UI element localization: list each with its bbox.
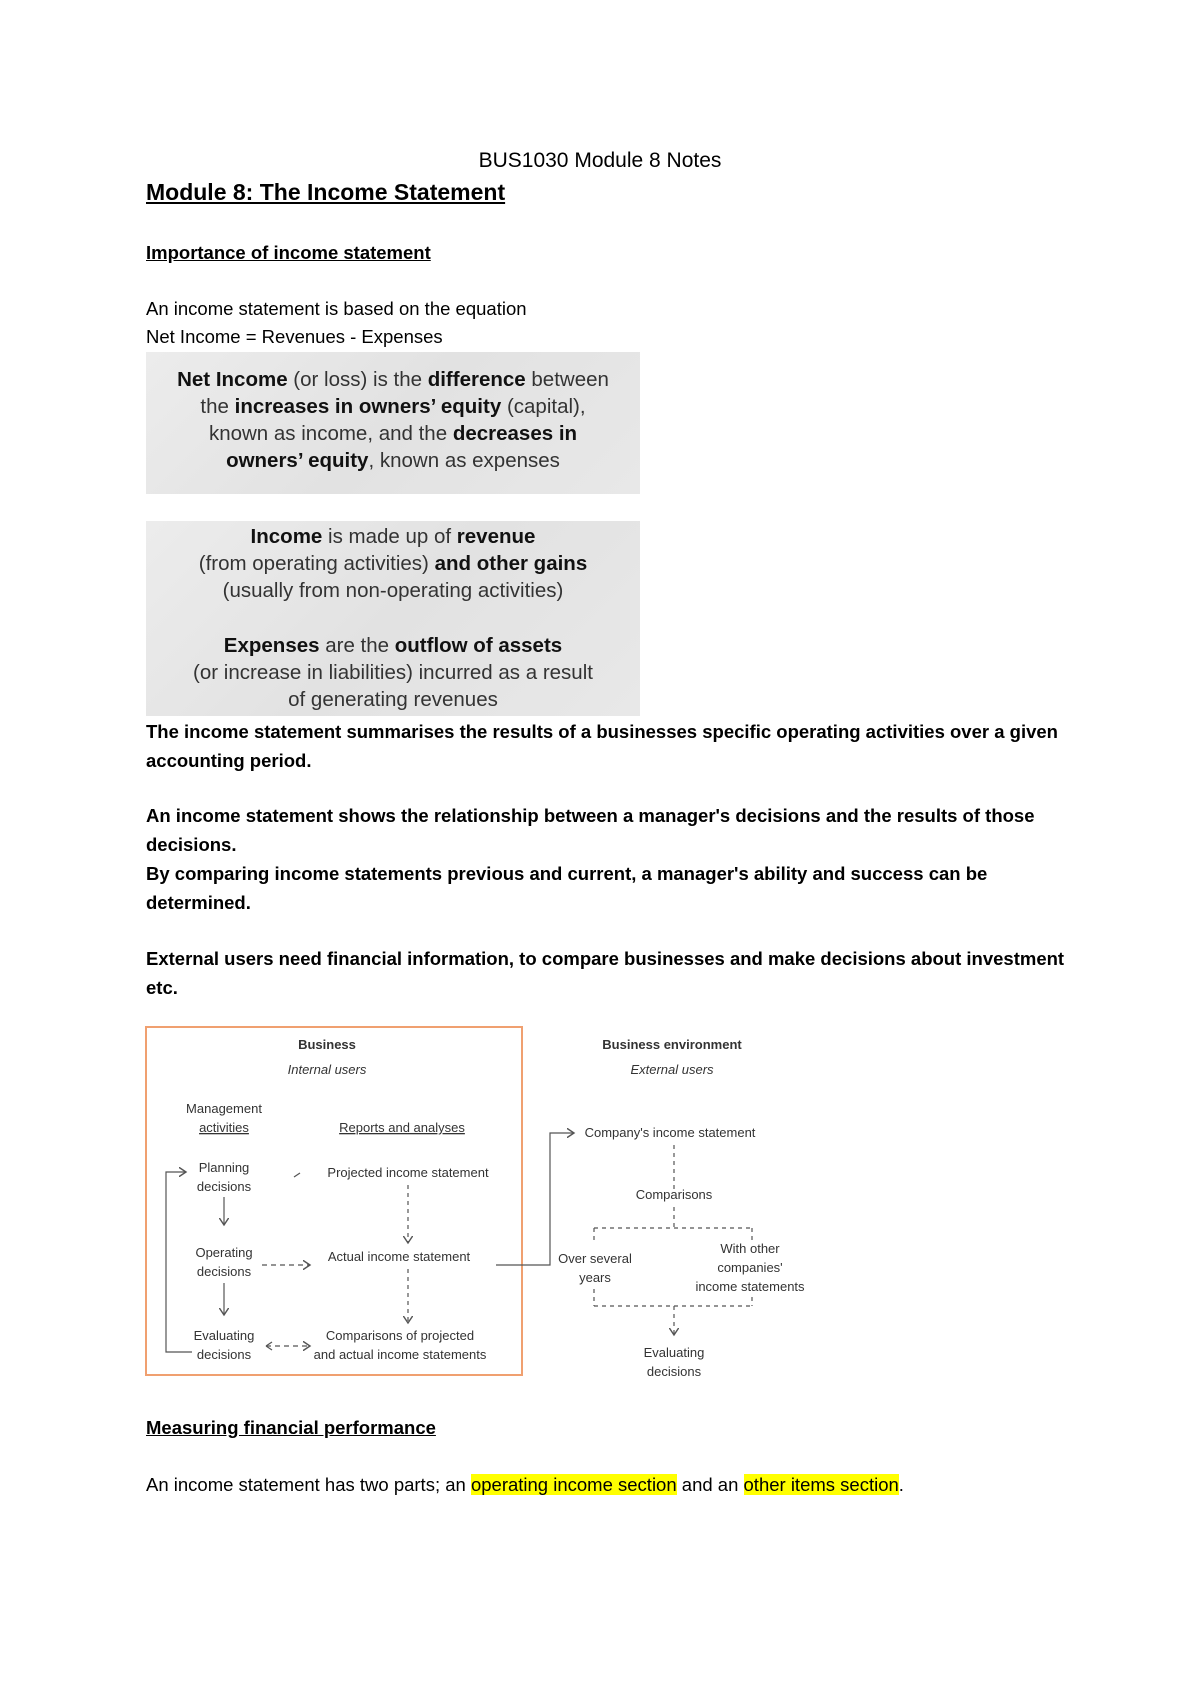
section-heading-measuring: Measuring financial performance <box>146 1417 436 1438</box>
highlight-operating-income-section: operating income section <box>470 1474 677 1495</box>
business-boundary-box <box>146 1027 522 1375</box>
planning-decisions-2: decisions <box>196 1179 252 1194</box>
operating-decisions-2: decisions <box>196 1264 252 1279</box>
evaluating-decisions-external-1: Evaluating <box>643 1345 705 1360</box>
evaluating-decisions-1: Evaluating <box>193 1328 255 1343</box>
over-several-years-2: years <box>579 1270 611 1285</box>
planning-decisions-1: Planning <box>198 1160 250 1175</box>
paragraph-relationship: An income statement shows the relationship between a manager's decisions and the results of those decisions. <box>146 805 1035 855</box>
comparisons-projected-actual-2: and actual income statements <box>313 1347 487 1362</box>
management-activities-label-2: activities <box>199 1120 249 1135</box>
equation-intro: An income statement is based on the equation <box>146 298 527 319</box>
company-income-statement: Company's income statement <box>584 1125 756 1140</box>
income-statement-users-diagram <box>140 1025 820 1390</box>
page-heading: Module 8: The Income Statement <box>146 179 506 205</box>
projected-income-statement: Projected income statement <box>327 1165 489 1180</box>
highlight-other-items-section: other items section <box>743 1474 899 1495</box>
comparisons-label: Comparisons <box>635 1187 713 1202</box>
business-title: Business <box>298 1037 356 1052</box>
external-users-label: External users <box>630 1062 714 1077</box>
income-expenses-definition-image: Income is made up of revenue (from operating activities) and other gains (usually from non-operating activities) Expenses are the outflow of assets (or increase in liabilities) incurred as a result of generating revenues <box>146 521 640 716</box>
section-heading-importance: Importance of income statement <box>146 242 431 263</box>
operating-decisions-1: Operating <box>195 1245 253 1260</box>
comparisons-projected-actual-1: Comparisons of projected <box>325 1328 475 1343</box>
net-income-definition-image: Net Income (or loss) is the difference between the increases in owners’ equity (capital), known as income, and the decreases in owners’ equity, known as expenses <box>146 352 640 494</box>
management-activities-label-1: Management <box>186 1101 262 1116</box>
internal-users-label: Internal users <box>287 1062 367 1077</box>
evaluating-decisions-external-2: decisions <box>646 1364 702 1379</box>
other-companies-3: income statements <box>695 1279 805 1294</box>
over-several-years-1: Over several <box>558 1251 632 1266</box>
other-companies-1: With other <box>720 1241 780 1256</box>
reports-analyses-label: Reports and analyses <box>339 1120 465 1135</box>
paragraph-external-users: External users need financial information, to compare businesses and make decisions about investment etc. <box>146 948 1065 998</box>
paragraph-summary: The income statement summarises the results of a businesses specific operating activities over a given accounting period. <box>146 721 1058 771</box>
equation: Net Income = Revenues - Expenses <box>146 326 443 347</box>
other-companies-2: companies' <box>717 1260 783 1275</box>
paragraph-comparing: By comparing income statements previous and current, a manager's ability and success can be determined. <box>146 863 988 913</box>
two-parts-sentence: An income statement has two parts; an operating income section and an other items section. <box>146 1474 904 1495</box>
environment-title: Business environment <box>602 1037 742 1052</box>
actual-income-statement: Actual income statement <box>327 1249 471 1264</box>
evaluating-decisions-2: decisions <box>196 1347 252 1362</box>
document-title: BUS1030 Module 8 Notes <box>478 149 722 172</box>
